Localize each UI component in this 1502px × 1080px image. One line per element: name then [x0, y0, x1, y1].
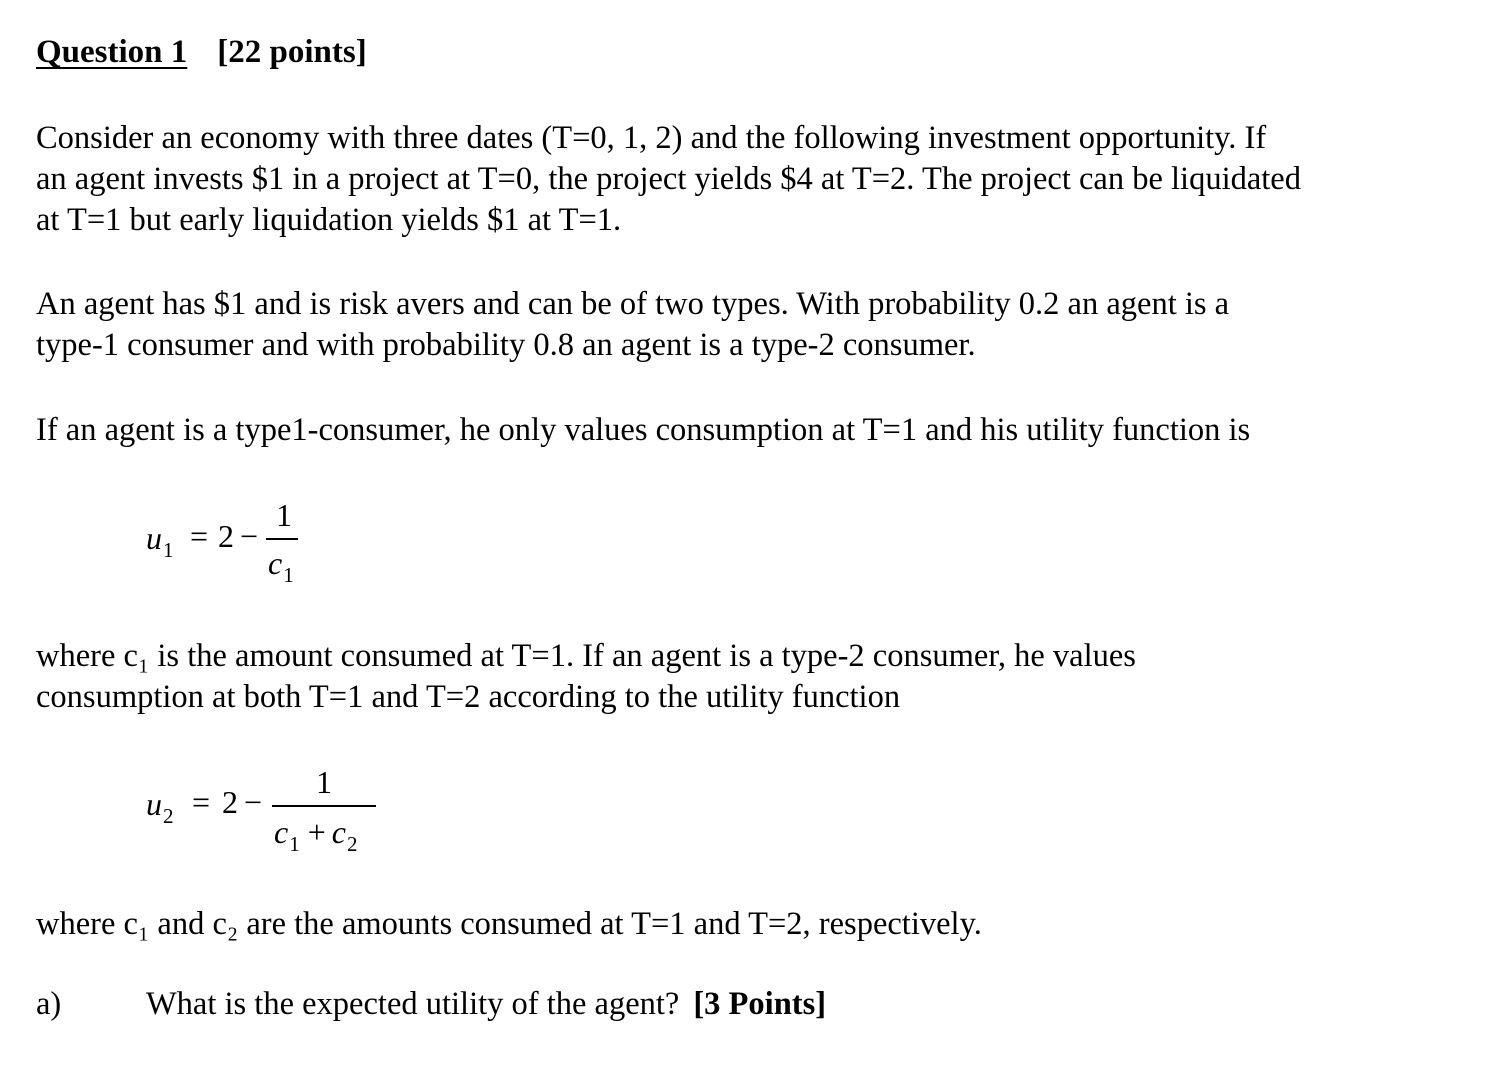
paragraph-investment — [36, 118, 1476, 241]
question-heading — [36, 34, 367, 71]
eq1-denominator: $c_1$ — [268, 545, 294, 587]
question-title: Question 1 — [36, 34, 188, 70]
eq2-denominator: $c_1 + c_2$ — [274, 814, 358, 856]
eq1-constant: 2 — [218, 518, 234, 554]
text-line: an agent invests $1 in a project at T=0, the project yields $4 at T=2. The project can be liquidated — [36, 161, 1301, 197]
text-line: If an agent is a type1-consumer, he only values consumption at T=1 and his utility function is — [36, 412, 1251, 448]
paragraph-type1 — [36, 410, 1476, 451]
text-line: consumption at both T=1 and T=2 according to the utility function — [36, 679, 901, 715]
eq2-numerator: 1 — [316, 764, 332, 800]
eq2-constant: 2 — [222, 784, 238, 820]
text-line: at T=1 but early liquidation yields $1 at T=1. — [36, 202, 622, 238]
paragraph-type2 — [36, 636, 1476, 718]
part-a-question — [146, 986, 826, 1023]
paragraph-agent-types — [36, 284, 1476, 366]
eq1-fraction-bar — [266, 538, 298, 540]
eq1-numerator: 1 — [276, 497, 292, 533]
paragraph-definitions — [36, 904, 1476, 945]
text-line: where c₁ and c₂ are the amounts consumed at T=1 and T=2, respectively. — [36, 906, 982, 942]
eq1-lhs: $u_1$ — [146, 520, 174, 562]
part-a-question-text: What is the expected utility of the agent? — [146, 986, 680, 1022]
text-line: Consider an economy with three dates (T=0, 1, 2) and the following investment opportunity. If — [36, 120, 1267, 156]
eq2-minus: − — [244, 784, 263, 820]
eq2-lhs: $u_2$ — [146, 786, 174, 828]
eq2-equals: = — [192, 784, 211, 820]
text-line: where c₁ is the amount consumed at T=1. If an agent is a type-2 consumer, he values — [36, 638, 1136, 674]
part-a-points: [3 Points] — [693, 986, 827, 1022]
question-points: [22 points] — [217, 34, 367, 70]
text-line: An agent has $1 and is risk avers and can be of two types. With probability 0.2 an agent is a — [36, 286, 1230, 322]
eq1-minus: − — [240, 518, 259, 554]
eq2-fraction-bar — [272, 805, 376, 807]
text-line: type-1 consumer and with probability 0.8 an agent is a type-2 consumer. — [36, 327, 976, 363]
eq1-equals: = — [190, 518, 209, 554]
part-a-label: a) — [36, 986, 62, 1022]
